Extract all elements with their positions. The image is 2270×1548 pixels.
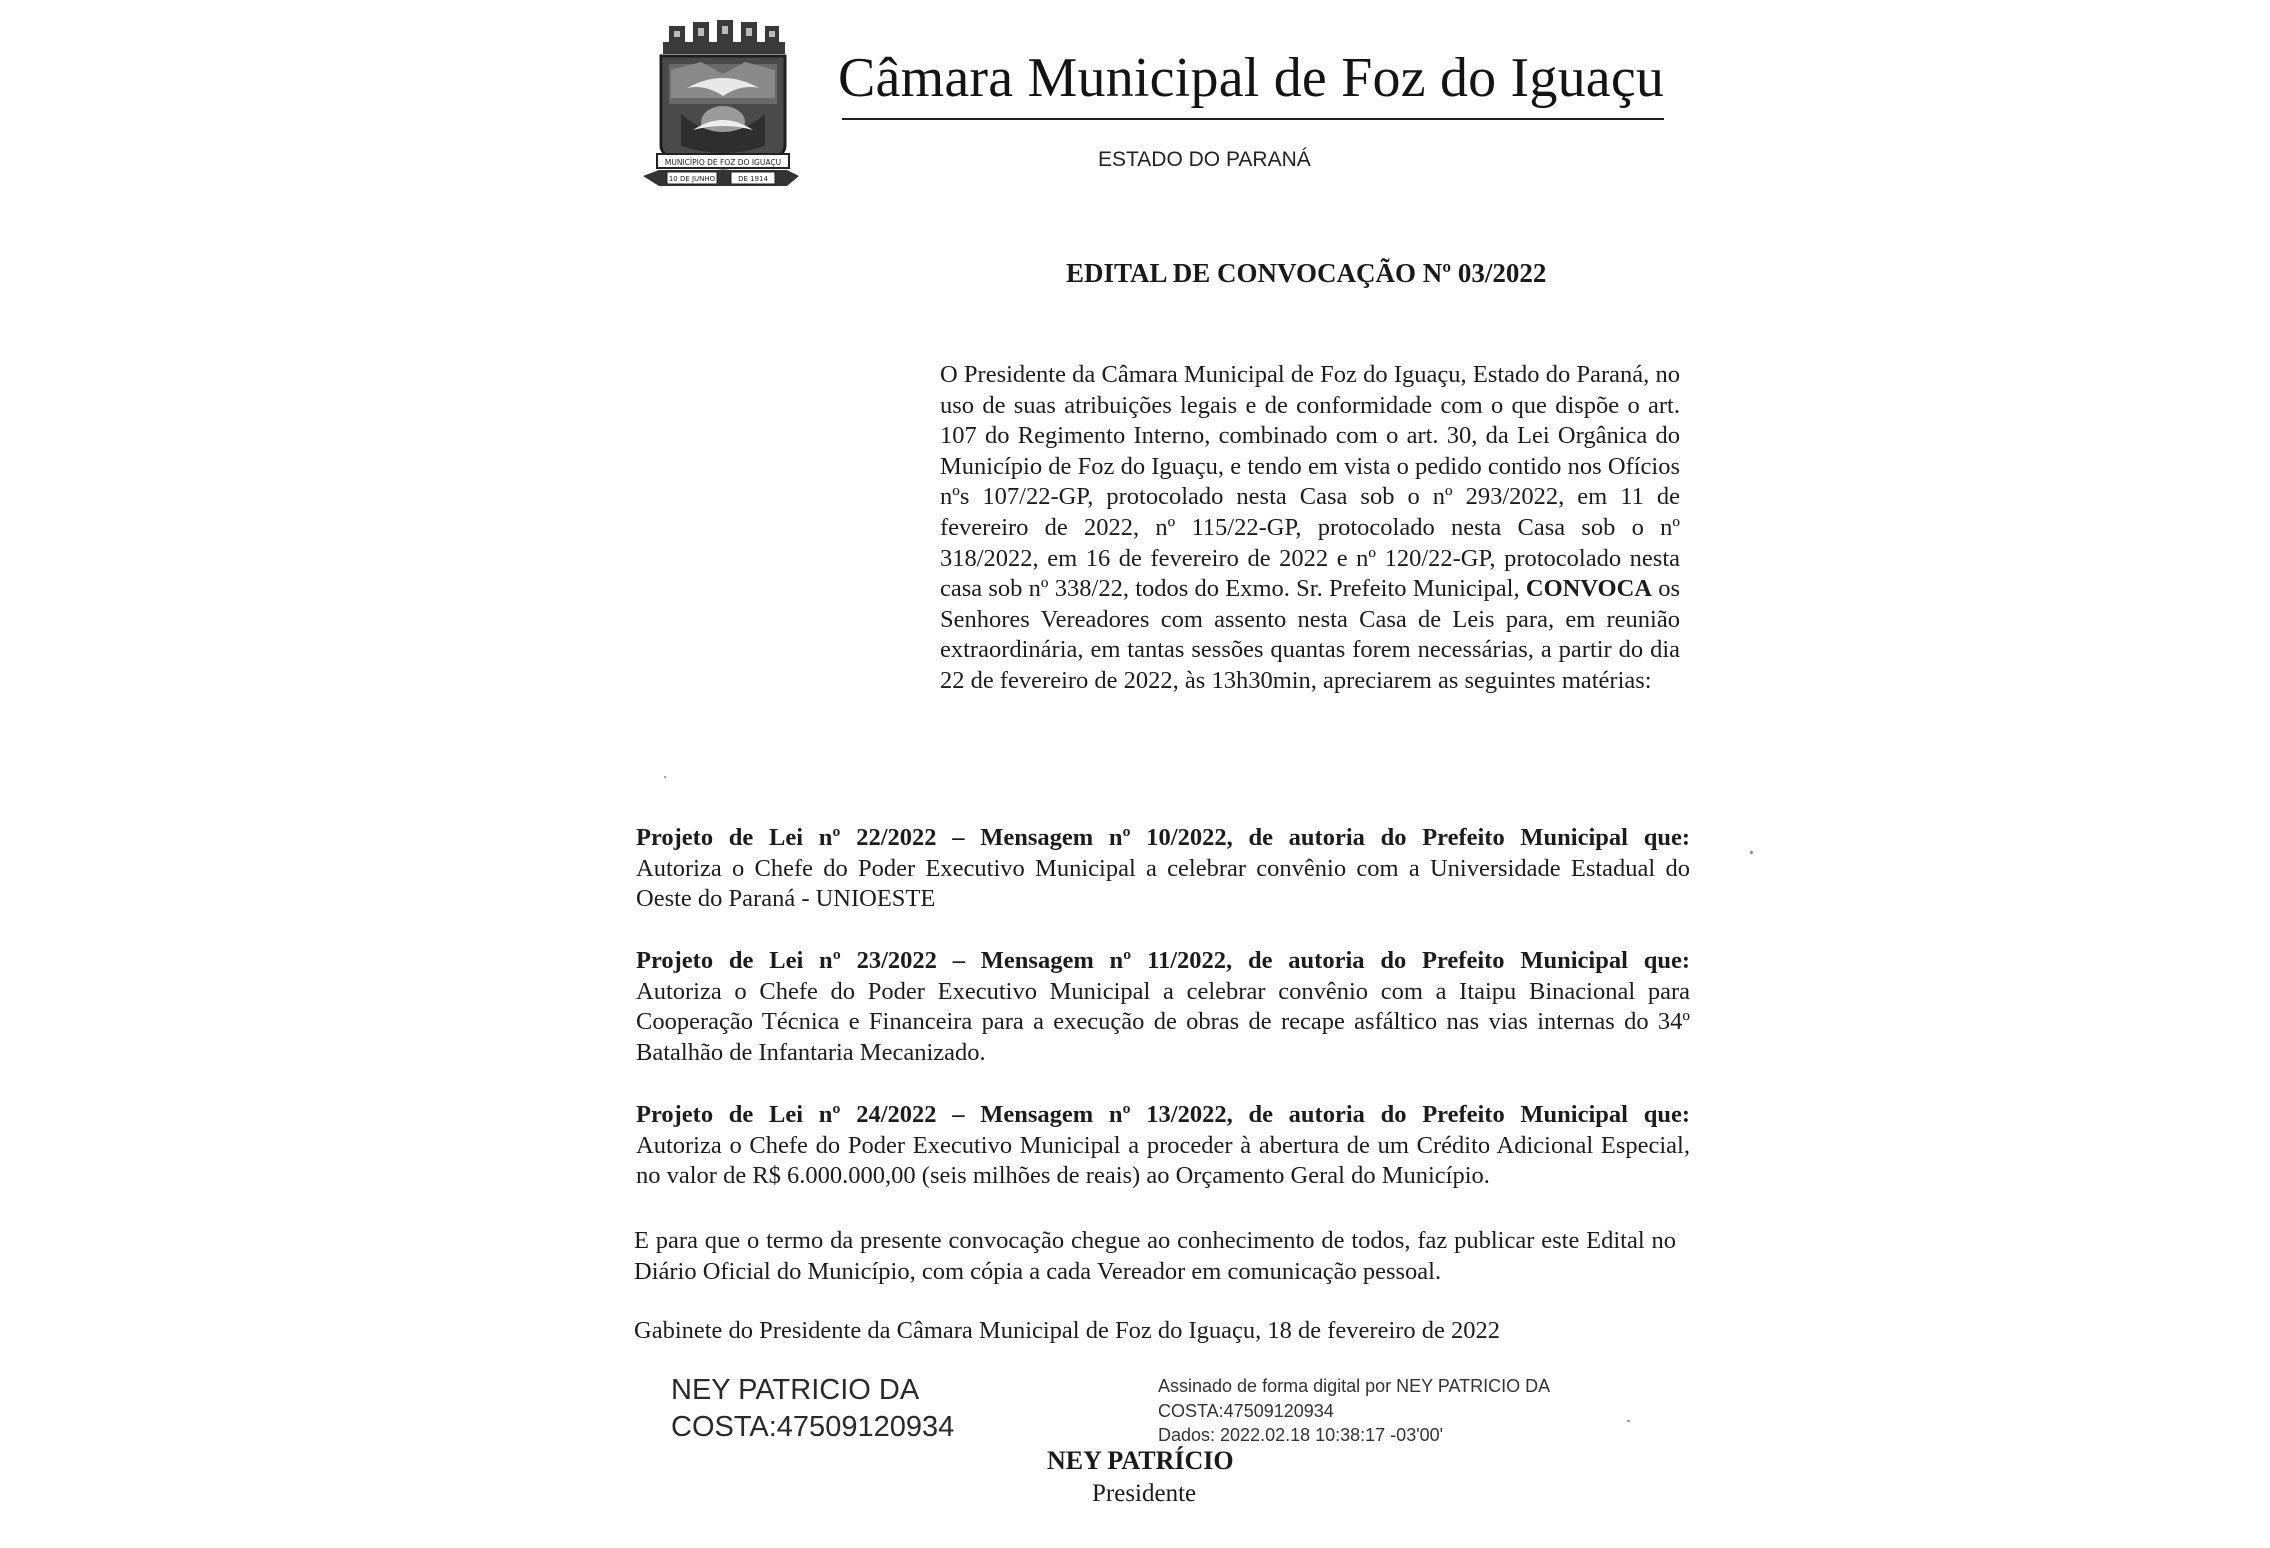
signer-name-line-1: NEY PATRICIO DA	[671, 1374, 920, 1406]
closing-paragraph: E para que o termo da presente convocação chegue ao conhecimento de todos, faz publicar este Edital no Diário Oficial do Município, com cópia a cada Vereador em comunicação pessoal.	[634, 1227, 1676, 1285]
place-and-date: Gabinete do Presidente da Câmara Municipal de Foz do Iguaçu, 18 de fevereiro de 2022	[634, 1317, 1501, 1344]
bill-item	[636, 946, 1690, 1068]
signer-certificate-name	[671, 1372, 991, 1446]
svg-text:DE 1914: DE 1914	[738, 175, 768, 183]
bill-item	[636, 1100, 1690, 1192]
scan-speck	[1750, 851, 1753, 854]
intro-paragraph	[940, 360, 1680, 697]
header-divider	[842, 118, 1664, 120]
signer-name-line-2: COSTA:47509120934	[671, 1411, 955, 1443]
intro-text-continued: os Senhores Vereadores com assento nesta Casa de Leis para, em reunião extraordinária, em tantas sessões quantas forem necessárias, a partir do dia 22 de fevereiro de 2022, às 13h30min, apreciarem as seguintes matérias:	[940, 575, 1681, 694]
digital-signature-block	[1158, 1374, 1598, 1448]
bill-description: Autoriza o Chefe do Poder Executivo Municipal a celebrar convênio com a Universidade Estadual do Oeste do Paraná - UNIOESTE	[636, 854, 1690, 912]
bill-heading: Projeto de Lei nº 22/2022 – Mensagem nº 10/2022, de autoria do Prefeito Municipal que:	[636, 824, 1690, 851]
intro-text: O Presidente da Câmara Municipal de Foz do Iguaçu, Estado do Paraná, no uso de suas atribuições legais e de conformidade com o que dispõe o art. 107 do Regimento Interno, combinado com o art. 30, da Lei Orgânica do Município de Foz do Iguaçu, e tendo em vista o pedido contido nos Ofícios nºs 107/22-GP, protocolado nesta Casa sob o nº 293/2022, em 11 de fevereiro de 2022, nº 115/22-GP, protocolado nesta Casa sob o nº 318/2022, em 16 de fevereiro de 2022 e nº 120/22-GP, protocolado nesta casa sob nº 338/22, todos do Exmo. Sr. Prefeito Municipal,	[940, 361, 1680, 603]
bill-heading: Projeto de Lei nº 23/2022 – Mensagem nº 11/2022, de autoria do Prefeito Municipal que:	[636, 947, 1690, 974]
digital-signature-line-2: COSTA:47509120934	[1158, 1400, 1334, 1421]
svg-text:MUNICÍPIO DE FOZ DO IGUAÇU: MUNICÍPIO DE FOZ DO IGUAÇU	[664, 158, 782, 167]
document-title: EDITAL DE CONVOCAÇÃO Nº 03/2022	[1066, 258, 1547, 288]
intro-convoca: CONVOCA	[1525, 575, 1652, 603]
municipal-coat-of-arms-icon	[641, 18, 801, 200]
digital-signature-line-1: Assinado de forma digital por NEY PATRICIO DA	[1158, 1376, 1551, 1396]
bill-description: Autoriza o Chefe do Poder Executivo Municipal a celebrar convênio com a Itaipu Binacional para Cooperação Técnica e Financeira para a execução de obras de recape asfáltico nas vias internas do 34º Batalhão de Infantaria Mecanizado.	[636, 977, 1690, 1066]
signer-role: Presidente	[1092, 1480, 1197, 1507]
digital-signature-timestamp: Dados: 2022.02.18 10:38:17 -03'00'	[1158, 1425, 1444, 1445]
signer-name: NEY PATRÍCIO	[1047, 1446, 1234, 1475]
bill-heading: Projeto de Lei nº 24/2022 – Mensagem nº 13/2022, de autoria do Prefeito Municipal que:	[636, 1101, 1690, 1128]
state-name: ESTADO DO PARANÁ	[1098, 148, 1311, 171]
scan-speck	[664, 776, 666, 778]
bill-item	[636, 823, 1690, 915]
bill-description: Autoriza o Chefe do Poder Executivo Municipal a proceder à abertura de um Crédito Adicional Especial, no valor de R$ 6.000.000,00 (seis milhões de reais) ao Orçamento Geral do Município.	[636, 1131, 1690, 1189]
svg-text:10 DE JUNHO: 10 DE JUNHO	[668, 175, 716, 183]
scan-speck	[1627, 1420, 1630, 1422]
organization-name: Câmara Municipal de Foz do Iguaçu	[838, 47, 1665, 109]
